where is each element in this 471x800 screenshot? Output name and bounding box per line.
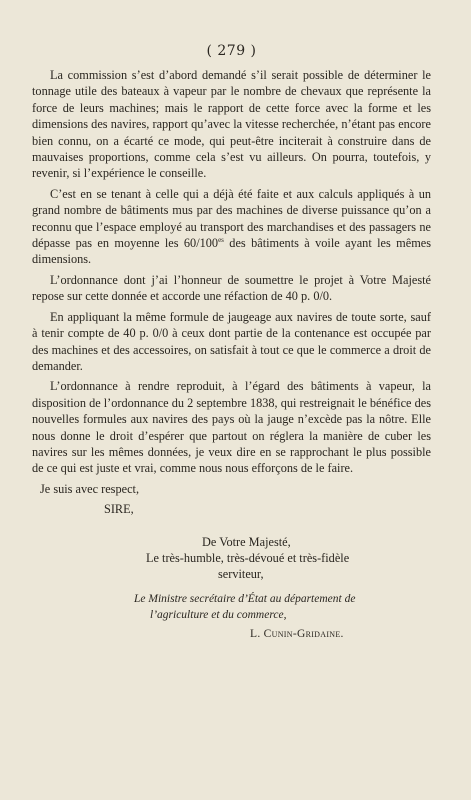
paragraph-5: L’ordonnance à rendre reproduit, à l’égard des bâtiments à vapeur, la disposition de l’ordonnance du 2 septembre 1838, qui restreignait le bénéfice des nouvelles formules aux navires des pays où la jauge n’excède pas la nôtre. Elle nous donne le droit d’espérer que partout on réglera la manière de cuber les navires sur les mêmes données, je veux dire en se rapprochant le plus possible de ce qui est juste et vrai, comme nous nous efforçons de le faire. xyxy=(32,379,431,476)
paragraph-2-superscript: es xyxy=(218,235,224,244)
closing-majesty: De Votre Majesté, xyxy=(202,534,291,549)
paragraph-2-text: C’est en se tenant à celle qui a déjà été faite et aux calculs appliqués à un grand nombre de bâtiments mus par des machines de diverse puissance qu’on a reconnu que l’espace employé au transport des marchandises et des passagers ne dépasse pas en moyenne les 60/100 xyxy=(32,186,431,251)
closing-servant: serviteur, xyxy=(218,567,264,582)
closing-humble: Le très-humble, très-dévoué et très-fidèle xyxy=(146,550,350,565)
paragraph-2-tail: des bâtiments à voile ayant les mêmes dimensions. xyxy=(32,236,431,267)
minister-title-line-1: Le Ministre secrétaire d’État au département de xyxy=(134,592,356,605)
closing-respect: Je suis avec respect, xyxy=(40,481,140,496)
closing-sire: SIRE, xyxy=(104,502,134,517)
paragraph-4: En appliquant la même formule de jaugeage aux navires de toute sorte, sauf à tenir compte de 40 p. 0/0 à ceux dont partie de la contenance est occupée par des machines et des accessoires, on satisfait à tout ce que le commerce a droit de demander. xyxy=(32,309,431,373)
paragraph-2 xyxy=(32,186,431,268)
paragraph-1: La commission s’est d’abord demandé s’il serait possible de déterminer le tonnage utile des bateaux à vapeur par le nombre de chevaux que représente la force de leurs machines; mais le rapport de cette force avec la forme et les dimensions des navires, rapport qu’avec la vitesse recherchée, n’étant pas encore bien connu, on a écarté ce mode, qui peut-être inciterait à construire dans de mauvaises proportions, comme cela s’est vu ailleurs. On pourra, toutefois, y revenir, si l’expérience le conseille. xyxy=(32,68,431,181)
closing-block xyxy=(32,481,431,642)
paragraph-3: L’ordonnance dont j’ai l’honneur de soumettre le projet à Votre Majesté repose sur cette donnée et accorde une réfaction de 40 p. 0/0. xyxy=(32,272,431,304)
minister-title-line-2: l’agriculture et du commerce, xyxy=(150,609,287,622)
page-number: ( 279 ) xyxy=(206,43,257,59)
signature: L. Cunin-Gridaine. xyxy=(250,627,344,640)
